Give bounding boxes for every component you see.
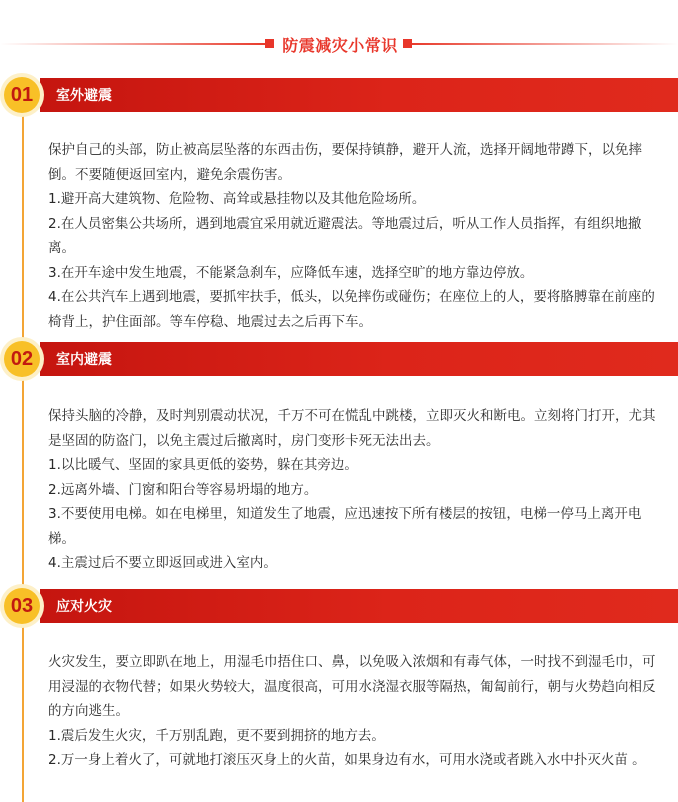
section-title-bar — [40, 342, 678, 376]
list-item: 2.在人员密集公共场所，遇到地震宜采用就近避震法。等地震过后，听从工作人员指挥，有组织地撤离。 — [48, 215, 642, 256]
title-divider-right — [412, 43, 678, 45]
timeline-line-2 — [22, 368, 24, 590]
section-header-outdoor — [0, 78, 678, 112]
section-content-indoor — [48, 404, 668, 576]
intro-paragraph: 保持头脑的冷静，及时判别震动状况，千万不可在慌乱中跳楼，立即灭火和断电。立刻将门打开，尤其是坚固的防盗门，以免主震过后撤离时，房门变形卡死无法出去。 — [48, 408, 656, 449]
section-number-badge — [0, 337, 44, 381]
timeline-line-1 — [22, 100, 24, 350]
list-item: 3.在开车途中发生地震，不能紧急刹车，应降低车速，选择空旷的地方靠边停放。 — [48, 264, 534, 281]
section-number: 02 — [4, 341, 40, 377]
page-title-banner — [0, 31, 678, 57]
section-title: 室外避震 — [56, 88, 112, 104]
section-title-bar — [40, 78, 678, 112]
intro-paragraph: 火灾发生，要立即趴在地上，用湿毛巾捂住口、鼻，以免吸入浓烟和有毒气体，一时找不到湿毛巾，可用浸湿的衣物代替；如果火势较大，温度很高，可用水浇湿衣服等隔热，匍匐前行，朝与火势趋向相反的方向逃生。 — [48, 654, 656, 719]
list-item: 2.万一身上着火了，可就地打滚压灭身上的火苗，如果身边有水，可用水浇或者跳入水中扑灭火苗 。 — [48, 752, 646, 768]
list-item: 1.以比暖气、坚固的家具更低的姿势，躲在其旁边。 — [48, 457, 358, 473]
intro-paragraph: 保护自己的头部，防止被高层坠落的东西击伤，要保持镇静，避开人流，选择开阔地带蹲下，以免摔倒。不要随便返回室内，避免余震伤害。 — [48, 142, 642, 183]
timeline-line-3 — [22, 620, 24, 802]
title-square-right — [403, 39, 412, 48]
section-title-bar — [40, 589, 678, 623]
list-item: 1.避开高大建筑物、危险物、高耸或悬挂物以及其他危险场所。 — [48, 191, 426, 207]
section-number: 03 — [4, 588, 40, 624]
section-number-badge — [0, 73, 44, 117]
section-content-outdoor — [48, 138, 668, 334]
section-header-fire — [0, 589, 678, 623]
section-number-badge — [0, 584, 44, 628]
section-number: 01 — [4, 77, 40, 113]
title-divider-left — [0, 43, 265, 45]
list-item: 3.不要使用电梯。如在电梯里，知道发生了地震，应迅速按下所有楼层的按钮，电梯一停马上离开电梯。 — [48, 506, 642, 547]
list-item: 1.震后发生火灾，千万别乱跑，更不要到拥挤的地方去。 — [48, 727, 385, 744]
section-content-fire — [48, 650, 668, 773]
section-title: 应对火灾 — [56, 599, 112, 615]
list-item: 4.主震过后不要立即返回或进入室内。 — [48, 555, 277, 571]
list-item: 4.在公共汽车上遇到地震，要抓牢扶手，低头，以免摔伤或碰伤；在座位上的人，要将胳膊靠在前座的椅背上，护住面部。等车停稳、地震过去之后再下车。 — [48, 289, 655, 330]
title-square-left — [265, 39, 274, 48]
list-item: 2.远离外墙、门窗和阳台等容易坍塌的地方。 — [48, 481, 318, 498]
page-title: 防震减灾小常识 — [282, 36, 398, 55]
section-title: 室内避震 — [56, 352, 112, 368]
section-header-indoor — [0, 342, 678, 376]
